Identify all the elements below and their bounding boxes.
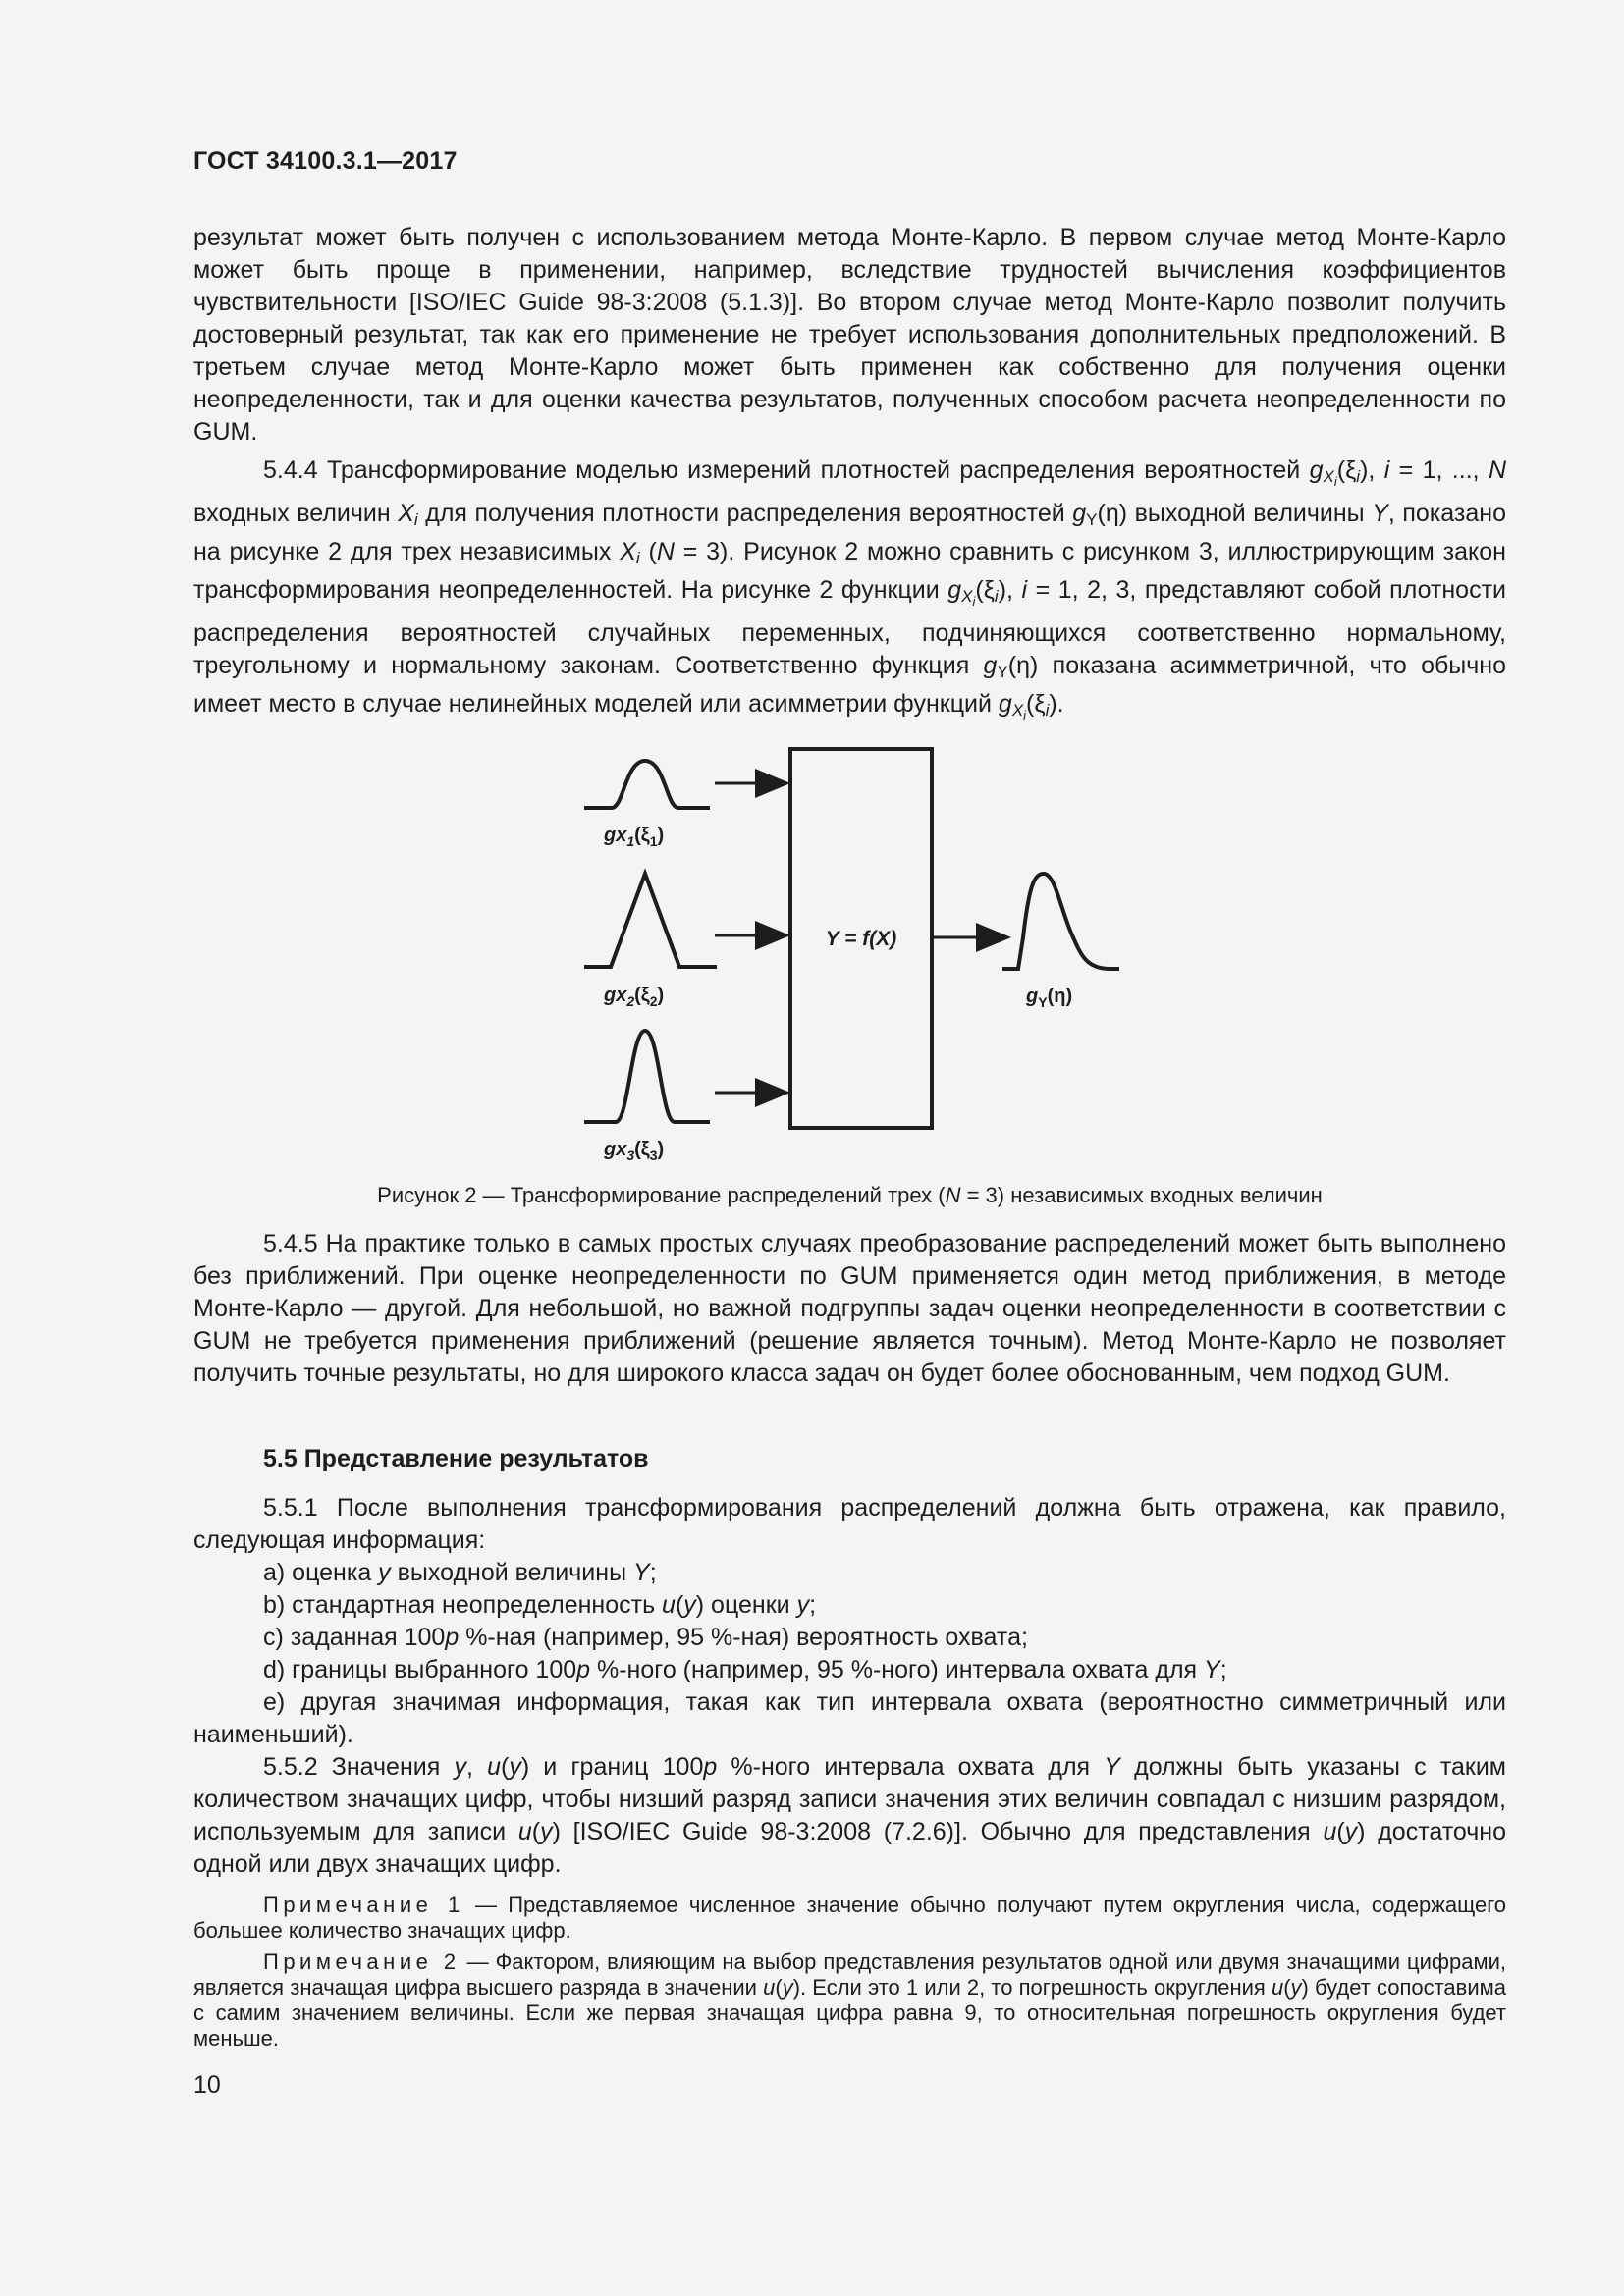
normal-distribution-curve (584, 1031, 710, 1122)
list-item: b) стандартная неопределенность u(y) оценки y; (263, 1591, 817, 1619)
paragraph-5-4-4 (193, 454, 1506, 731)
paragraph-5-5-1 (193, 1492, 1506, 1881)
page-number: 10 (193, 2071, 221, 2099)
paragraph-text: результат может быть получен с использованием метода Монте-Карло. В первом случае метод Монте-Карло может быть проще в применении, например, вследствие трудностей вычисления коэффициентов чувствительности [ISO/IEC Guide 98-3:2008 (5.1.3)]. Во втором случае метод Монте-Карло позволит получить достоверный результат, так как его применение не требует использования дополнительных предположений. В третьем случае метод Монте-Карло может быть применен как собственно для получения оценки неопределенности, так и для оценки качества результатов, полученных способом расчета неопределенности по GUM. (193, 224, 1506, 446)
output-label: $g_Y(\eta)$ (1026, 986, 1073, 1010)
paragraph-text: 5.4.5 На практике только в самых простых случаях преобразование распределений может быть выполнено без приближений. При оценке неопределенности по GUM применяется один метод приближения, в методе Монте-Карло — другой. Для небольшой, но важной подгруппы задач оценки неопределенности в соответствии с GUM не требуется применения приближений (решение является точным). Метод Монте-Карло не позволяет получить точные результаты, но для широкого класса задач он будет более обоснованным, чем подход GUM. (193, 1230, 1506, 1387)
note-1: Примечание 1 — Представляемое численное значение обычно получают путем округления числа, содержащего большее количество значащих цифр. (193, 1893, 1506, 1943)
paragraph-text: 5.5.1 После выполнения трансформирования распределений должна быть отражена, как правило, следующая информация: (193, 1494, 1506, 1554)
normal-distribution-curve (584, 761, 710, 808)
figure-2-diagram (574, 741, 1124, 1173)
triangular-distribution-curve (584, 874, 717, 967)
note-2: Примечание 2 — Фактором, влияющим на выбор представления результатов одной или двумя значащими цифрами, является значащая цифра высшего разряда в значении u(y). Если это 1 или 2, то погрешность округления u(y) будет сопоставима с самим значением величины. Если же первая значащая цифра равна 9, то относительная погрешность округления будет меньше. (193, 1949, 1507, 2051)
list-item: e) другая значимая информация, такая как тип интервала охвата (вероятностно симметричный или наименьший). (193, 1688, 1506, 1748)
notes-block (193, 1893, 1506, 2052)
figure-caption: Рисунок 2 — Трансформирование распределений трех (N = 3) независимых входных величин (377, 1183, 1323, 1207)
input-label-1: $gx_1(\xi_1)$ (604, 825, 665, 849)
section-title: 5.5 Представление результатов (263, 1445, 649, 1472)
standard-header: ГОСТ 34100.3.1—2017 (193, 147, 458, 175)
paragraph-text: 5.4.4 Трансформирование моделью измерений плотностей распределения вероятностей $g_{Xi}(\xi_i)$, i = 1, ..., N входных величин $X_i$ для получения плотности распределения вероятностей $g_Y(\eta)$ выходной величины Y, показано на рисунке 2 для трех независимых $X_i$ (N = 3). Рисунок 2 можно сравнить с рисунком 3, иллюстрирующим закон трансформирования неопределенностей. На рисунке 2 функции $g_{Xi}(\xi_i)$, i = 1, 2, 3, представляют собой плотности распределения вероятностей случайных переменных, подчиняющихся соответственно нормальному, треугольному и нормальному законам. Соответственно функция $g_Y(\eta)$ показана асимметричной, что обычно имеет место в случае нелинейных моделей или асимметрии функций $g_{Xi}(\xi_i)$. (193, 456, 1507, 722)
list-item: d) границы выбранного 100p %-ного (например, 95 %-ного) интервала охвата для Y; (263, 1656, 1227, 1683)
paragraph-5-5-2: 5.5.2 Значения y, u(y) и границ 100p %-ного интервала охвата для Y должны быть указаны с таким количеством значащих цифр, чтобы низший разряд записи значения этих величин совпадал с низшим разрядом, используемым для записи u(y) [ISO/IEC Guide 98-3:2008 (7.2.6)]. Обычно для представления u(y) достаточно одной или двух значащих цифр. (193, 1753, 1506, 1878)
model-label: Y = f(X) (825, 928, 897, 950)
paragraph-continuation (193, 222, 1506, 449)
paragraph-5-4-5 (193, 1228, 1506, 1390)
output-distribution-curve (1002, 874, 1119, 969)
list-item: a) оценка y выходной величины Y; (263, 1559, 657, 1586)
input-label-2: $gx_2(\xi_2)$ (604, 985, 665, 1009)
input-label-3: $gx_3(\xi_3)$ (604, 1139, 665, 1163)
list-item: c) заданная 100p %-ная (например, 95 %-ная) вероятность охвата; (263, 1624, 1028, 1651)
